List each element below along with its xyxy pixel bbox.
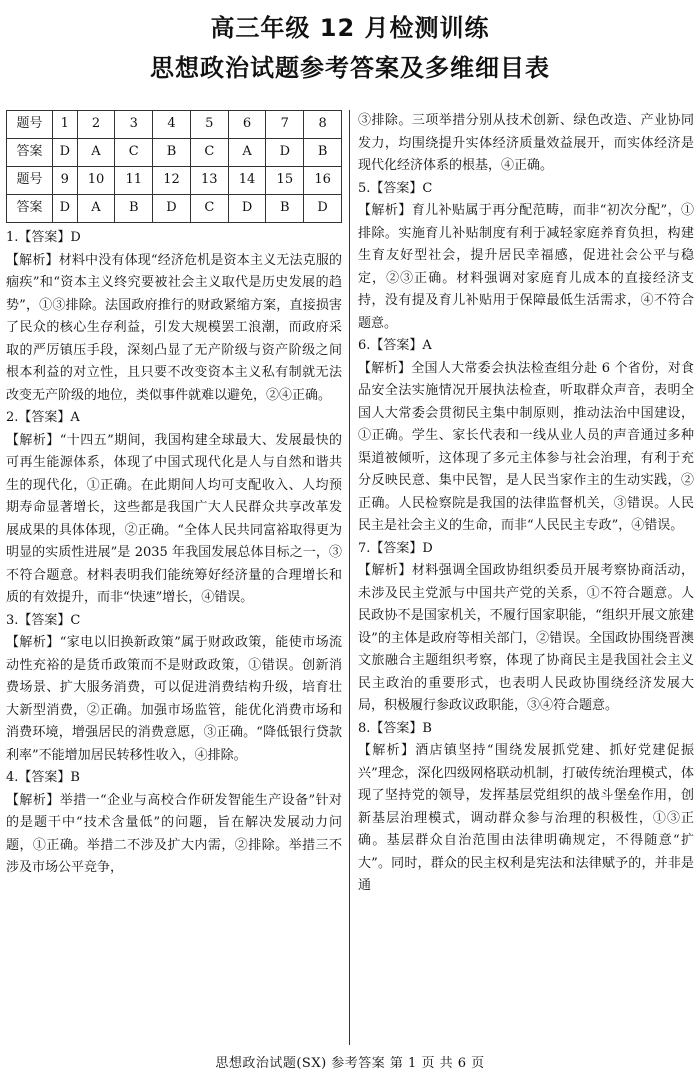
page-footer: 思想政治试题(SX) 参考答案 第 1 页 共 6 页	[215, 1056, 485, 1071]
answer-table	[6, 110, 342, 223]
table-cell: C	[190, 195, 228, 223]
page-title-line1: 高三年级 12 月检测训练	[210, 14, 490, 42]
table-cell: 6	[228, 111, 266, 139]
answer-heading: 3.【答案】C	[6, 612, 81, 628]
table-cell: D	[53, 195, 78, 223]
answer-heading: 8.【答案】B	[358, 720, 432, 736]
row-label: 题号	[7, 167, 53, 195]
row-label: 题号	[7, 111, 53, 139]
table-cell: A	[77, 139, 115, 167]
table-cell: D	[53, 139, 78, 167]
table-cell: B	[304, 139, 342, 167]
answer-heading: 6.【答案】A	[358, 338, 432, 353]
row-label: 答案	[7, 139, 53, 167]
table-cell: A	[228, 139, 266, 167]
table-cell: B	[266, 195, 304, 223]
table-cell: 10	[77, 167, 115, 195]
analysis-text: 【解析】材料强调全国政协组织委员开展考察协商活动，未涉及民主党派与中国共产党的关系，①不符合题意。人民政协不是国家机关，不履行国家职能，“组织开展文旅建设”的主体是政府等相关部门，②错误。全国政协围绕晋澳文旅融合主题组织考察，体现了协商民主是我国社会主义民主政治的重要形式，也表明人民政协围绕经济发展大局，积极履行参政议政职能，③④符合题意。	[358, 563, 694, 713]
table-cell: 3	[115, 111, 153, 139]
table-cell: A	[77, 195, 115, 223]
analysis-text: 【解析】“十四五”期间，我国构建全球最大、发展最快的可再生能源体系，体现了中国式现代化是人与自然和谐共生的现代化，①正确。在此期间人均可支配收入、人均预期寿命显著增长，这些都是我国广大人民群众共享改革发展成果的具体体现，②正确。“全体人民共同富裕取得更为明显的实质性进展”是 2035 年我国发展总体目标之一，③不符合题意。材料表明我们能统筹好经济量的合理增长和质的有效提升，而非“快速”增长，④错误。	[6, 432, 342, 605]
analysis-text: 【解析】材料中没有体现“经济危机是资本主义无法克服的痼疾”和“资本主义终究要被社会主义取代是历史发展的趋势”，①③排除。法国政府推行的财政紧缩方案，直接损害了民众的核心生存利益，引发大规模罢工浪潮，而政府采取的严厉镇压手段，深刻凸显了无产阶级与资产阶级之间根本利益的对立性，且只要不改变资本主义私有制就无法改变无产阶级的地位，类似事件就难以避免，②④正确。	[6, 252, 342, 403]
table-cell: B	[153, 139, 191, 167]
row-label: 答案	[7, 195, 53, 223]
page-title-line2: 思想政治试题参考答案及多维细目表	[150, 54, 550, 82]
left-column	[6, 110, 342, 880]
answer-heading: 2.【答案】A	[6, 410, 80, 425]
table-row	[7, 111, 342, 139]
table-row	[7, 167, 342, 195]
table-cell: 7	[266, 111, 304, 139]
table-cell: 4	[153, 111, 191, 139]
table-cell: B	[115, 195, 153, 223]
analysis-text: 【解析】酒店镇坚持“围绕发展抓党建、抓好党建促振兴”理念，深化四级网格联动机制，打破传统治理模式，体现了坚持党的领导，发挥基层党组织的战斗堡垒作用，创新基层治理模式，调动群众参与治理的积极性，①③正确。基层群众自治范围由法律明确规定，不得随意“扩大”。同时，群众的民主权利是宪法和法律赋予的，并非是通	[358, 743, 694, 893]
table-row	[7, 139, 342, 167]
table-cell: D	[304, 195, 342, 223]
table-cell: D	[228, 195, 266, 223]
answer-heading: 1.【答案】D	[6, 230, 81, 245]
table-cell: C	[115, 139, 153, 167]
analysis-text: 【解析】举措一“企业与高校合作研发智能生产设备”针对的是题干中“技术含量低”的问题，旨在解决发展动力问题，①正确。举措二不涉及扩大内需，②排除。举措三不涉及市场公平竞争，	[6, 792, 342, 875]
table-cell: 5	[190, 111, 228, 139]
table-cell: 14	[228, 167, 266, 195]
analysis-text: 【解析】“家电以旧换新政策”属于财政政策，能使市场流动性充裕的是货币政策而不是财政政策，①错误。创新消费场景、扩大服务消费，可以促进消费结构升级，培育壮大新型消费，②正确。加强市场监管，能优化消费市场和消费环境，增强居民的消费意愿，③正确。“降低银行贷款利率”不能增加居民转移性收入，④排除。	[6, 635, 342, 763]
answer-heading: 7.【答案】D	[358, 540, 433, 556]
table-cell: D	[266, 139, 304, 167]
table-row	[7, 195, 342, 223]
table-cell: D	[153, 195, 191, 223]
right-column	[358, 110, 694, 898]
table-cell: 8	[304, 111, 342, 139]
table-cell: 11	[115, 167, 153, 195]
table-cell: 13	[190, 167, 228, 195]
table-cell: 1	[53, 111, 78, 139]
table-cell: 12	[153, 167, 191, 195]
column-divider	[349, 110, 350, 1045]
table-cell: 9	[53, 167, 78, 195]
analysis-text: 【解析】育儿补贴属于再分配范畴，而非“初次分配”，①排除。实施育儿补贴制度有利于减轻家庭养育负担，构建生育友好型社会，提升居民幸福感，促进社会公平与稳定，②③正确。材料强调对家庭育儿成本的直接经济支持，没有提及育儿补贴用于保障最低生活需求，④不符合题意。	[358, 203, 694, 331]
table-cell: C	[190, 139, 228, 167]
analysis-text: 【解析】全国人大常委会执法检查组分赴 6 个省份，对食品安全法实施情况开展执法检查，听取群众声音，表明全国人大常委会贯彻民主集中制原则，推动法治中国建设，①正确。学生、家长代表和一线从业人员的声音通过多种渠道被倾听，这体现了多元主体参与社会治理，有利于充分反映民意、集中民智，是人民当家作主的生动实践，②正确。人民检察院是我国的法律监督机关，③错误。人民民主是社会主义的生命，而非“人民民主专政”，④错误。	[358, 360, 694, 533]
answer-heading: 4.【答案】B	[6, 770, 80, 785]
answer-heading: 5.【答案】C	[358, 180, 433, 196]
table-cell: 15	[266, 167, 304, 195]
table-cell: 16	[304, 167, 342, 195]
table-cell: 2	[77, 111, 115, 139]
analysis-text: ③排除。三项举措分别从技术创新、绿色改造、产业协同发力，均围绕提升实体经济质量效益展开，而实体经济是现代化经济体系的根基，④正确。	[358, 113, 694, 173]
